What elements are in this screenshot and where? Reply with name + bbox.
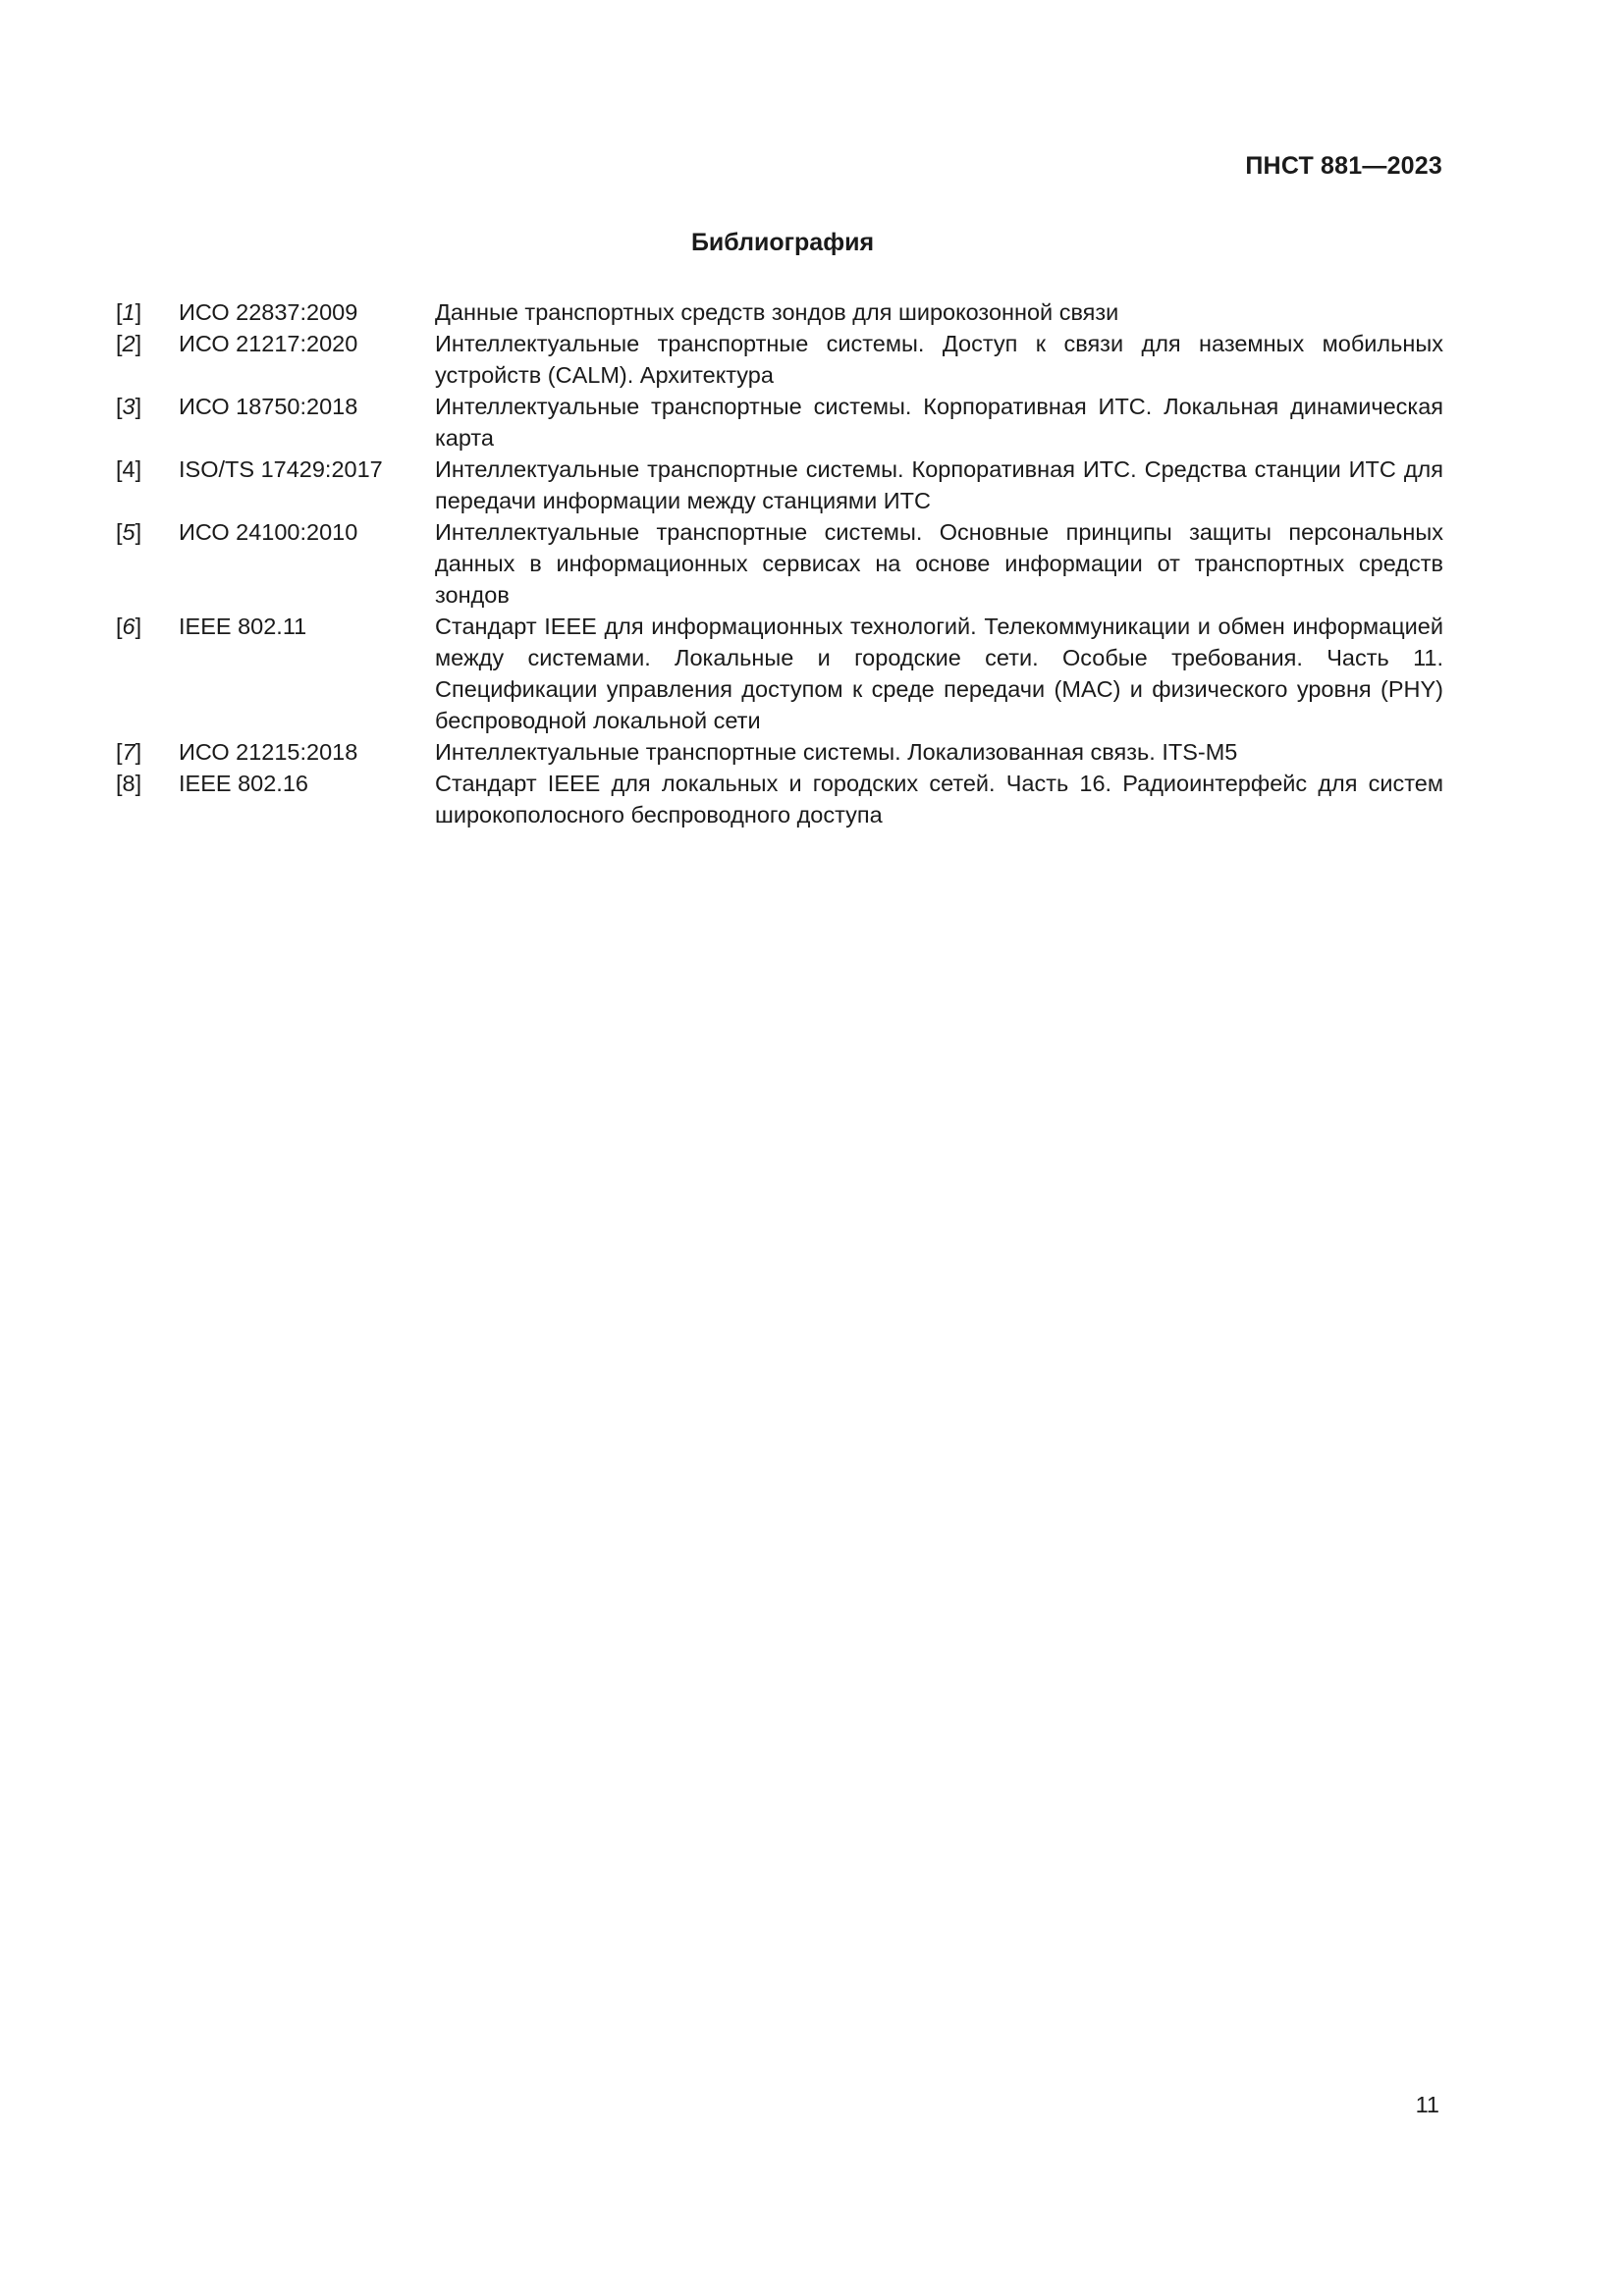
entry-number: [3] <box>116 394 142 419</box>
entry-description: Интеллектуальные транспортные системы. Доступ к связи для наземных мобильных устройств (CALM). Архитектура <box>435 331 1443 388</box>
entry-number: [2] <box>116 331 142 356</box>
bibliography-entry <box>116 328 1443 391</box>
entry-reference: ISO/TS 17429:2017 <box>179 456 383 482</box>
entry-reference: ИСО 21217:2020 <box>179 331 358 356</box>
section-title: Библиография <box>690 229 875 256</box>
entry-reference: ИСО 22837:2009 <box>179 299 358 325</box>
entry-reference: ИСО 21215:2018 <box>179 739 358 765</box>
page-number: 11 <box>1415 2092 1439 2117</box>
entry-reference: ИСО 24100:2010 <box>179 519 358 545</box>
entry-reference: IEEE 802.11 <box>179 614 307 639</box>
entry-number: [5] <box>116 519 142 545</box>
bibliography-entry <box>116 516 1443 611</box>
bibliography-entry <box>116 768 1443 830</box>
entry-description: Данные транспортных средств зондов для широкозонной связи <box>435 299 1119 325</box>
bibliography-entry <box>116 454 1443 516</box>
bibliography-entry <box>116 611 1443 736</box>
entry-description: Интеллектуальные транспортные системы. Локализованная связь. ITS-M5 <box>435 739 1238 765</box>
entry-description: Стандарт IEEE для локальных и городских сетей. Часть 16. Радиоинтерфейс для систем широкополосного беспроводного доступа <box>435 771 1443 828</box>
entry-reference: ИСО 18750:2018 <box>179 394 358 419</box>
entry-number: [6] <box>116 614 142 639</box>
bibliography-entry <box>116 736 1443 768</box>
bibliography-entry <box>116 391 1443 454</box>
entry-description: Стандарт IEEE для информационных технологий. Телекоммуникации и обмен информацией между системами. Локальные и городские сети. Особые требования. Часть 11. Спецификации управления доступом к среде передачи (MAC) и физического уровня (PHY) беспроводной локальной сети <box>435 614 1443 733</box>
entry-description: Интеллектуальные транспортные системы. Основные принципы защиты персональных данных в информационных сервисах на основе информации от транспортных средств зондов <box>435 519 1443 608</box>
entry-description: Интеллектуальные транспортные системы. Корпоративная ИТС. Средства станции ИТС для передачи информации между станциями ИТС <box>435 456 1443 513</box>
bibliography-entry <box>116 296 1443 328</box>
entry-reference: IEEE 802.16 <box>179 771 308 796</box>
bibliography-list <box>116 296 1443 830</box>
entry-description: Интеллектуальные транспортные системы. Корпоративная ИТС. Локальная динамическая карта <box>435 394 1443 451</box>
entry-number: [4] <box>116 456 142 482</box>
entry-number: [7] <box>116 739 142 765</box>
entry-number: [8] <box>116 771 142 796</box>
entry-number: [1] <box>116 299 142 325</box>
document-code: ПНСТ 881—2023 <box>1245 152 1442 180</box>
